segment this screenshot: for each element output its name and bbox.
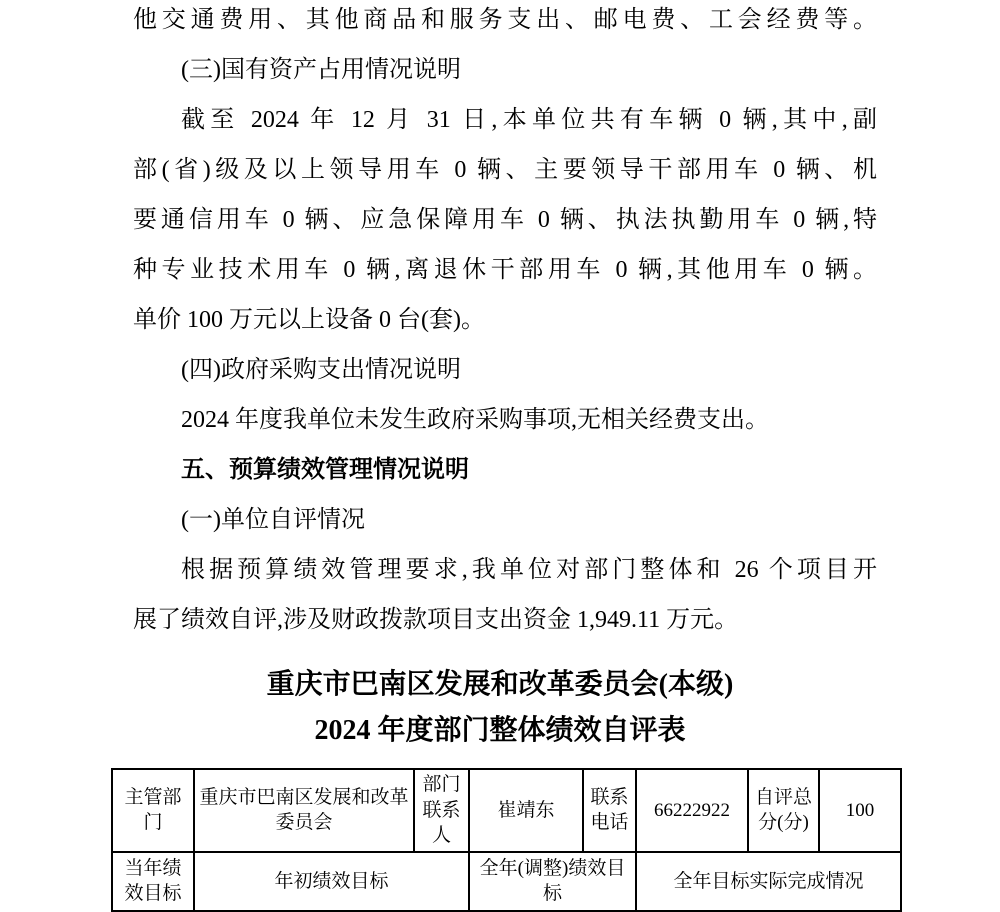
table-row bbox=[112, 852, 901, 911]
self-score-value: 100 bbox=[819, 769, 901, 852]
dept-contact-value: 崔靖东 bbox=[469, 769, 583, 852]
body-line: 他交通费用、其他商品和服务支出、邮电费、工会经费等。 bbox=[133, 7, 877, 33]
table-title-org: 重庆市巴南区发展和改革委员会(本级) bbox=[266, 669, 734, 700]
phone-label: 联系电话 bbox=[583, 769, 636, 852]
annual-goal-label: 当年绩效目标 bbox=[112, 852, 194, 911]
self-score-label: 自评总分(分) bbox=[748, 769, 819, 852]
table-title-block bbox=[0, 662, 1000, 754]
supervisor-dept-label: 主管部门 bbox=[112, 769, 194, 852]
adjusted-goal-header: 全年(调整)绩效目标 bbox=[469, 852, 636, 911]
body-line: 2024 年度我单位未发生政府采购事项,无相关经费支出。 bbox=[181, 407, 769, 433]
table-title-year: 2024 年度部门整体绩效自评表 bbox=[314, 715, 686, 746]
section-heading: (四)政府采购支出情况说明 bbox=[181, 357, 461, 383]
self-evaluation-table bbox=[111, 768, 902, 912]
body-line: 截至 2024 年 12 月 31 日,本单位共有车辆 0 辆,其中,副 bbox=[181, 107, 877, 133]
document-body bbox=[133, 0, 877, 645]
table-row bbox=[112, 769, 901, 852]
supervisor-dept-value: 重庆市巴南区发展和改革委员会 bbox=[194, 769, 414, 852]
body-line: 根据预算绩效管理要求,我单位对部门整体和 26 个项目开 bbox=[181, 557, 877, 583]
phone-value: 66222922 bbox=[636, 769, 748, 852]
dept-contact-label: 部门联系人 bbox=[414, 769, 469, 852]
initial-goal-header: 年初绩效目标 bbox=[194, 852, 469, 911]
body-line: 部(省)级及以上领导用车 0 辆、主要领导干部用车 0 辆、机 bbox=[133, 157, 877, 183]
actual-completion-header: 全年目标实际完成情况 bbox=[636, 852, 901, 911]
section-heading: (一)单位自评情况 bbox=[181, 507, 365, 533]
body-line: 要通信用车 0 辆、应急保障用车 0 辆、执法执勤用车 0 辆,特 bbox=[133, 207, 877, 233]
body-line: 展了绩效自评,涉及财政拨款项目支出资金 1,949.11 万元。 bbox=[133, 607, 739, 633]
chapter-heading: 五、预算绩效管理情况说明 bbox=[181, 456, 469, 483]
section-heading: (三)国有资产占用情况说明 bbox=[181, 57, 461, 83]
body-line: 单价 100 万元以上设备 0 台(套)。 bbox=[133, 307, 485, 333]
body-line: 种专业技术用车 0 辆,离退休干部用车 0 辆,其他用车 0 辆。 bbox=[133, 257, 877, 283]
